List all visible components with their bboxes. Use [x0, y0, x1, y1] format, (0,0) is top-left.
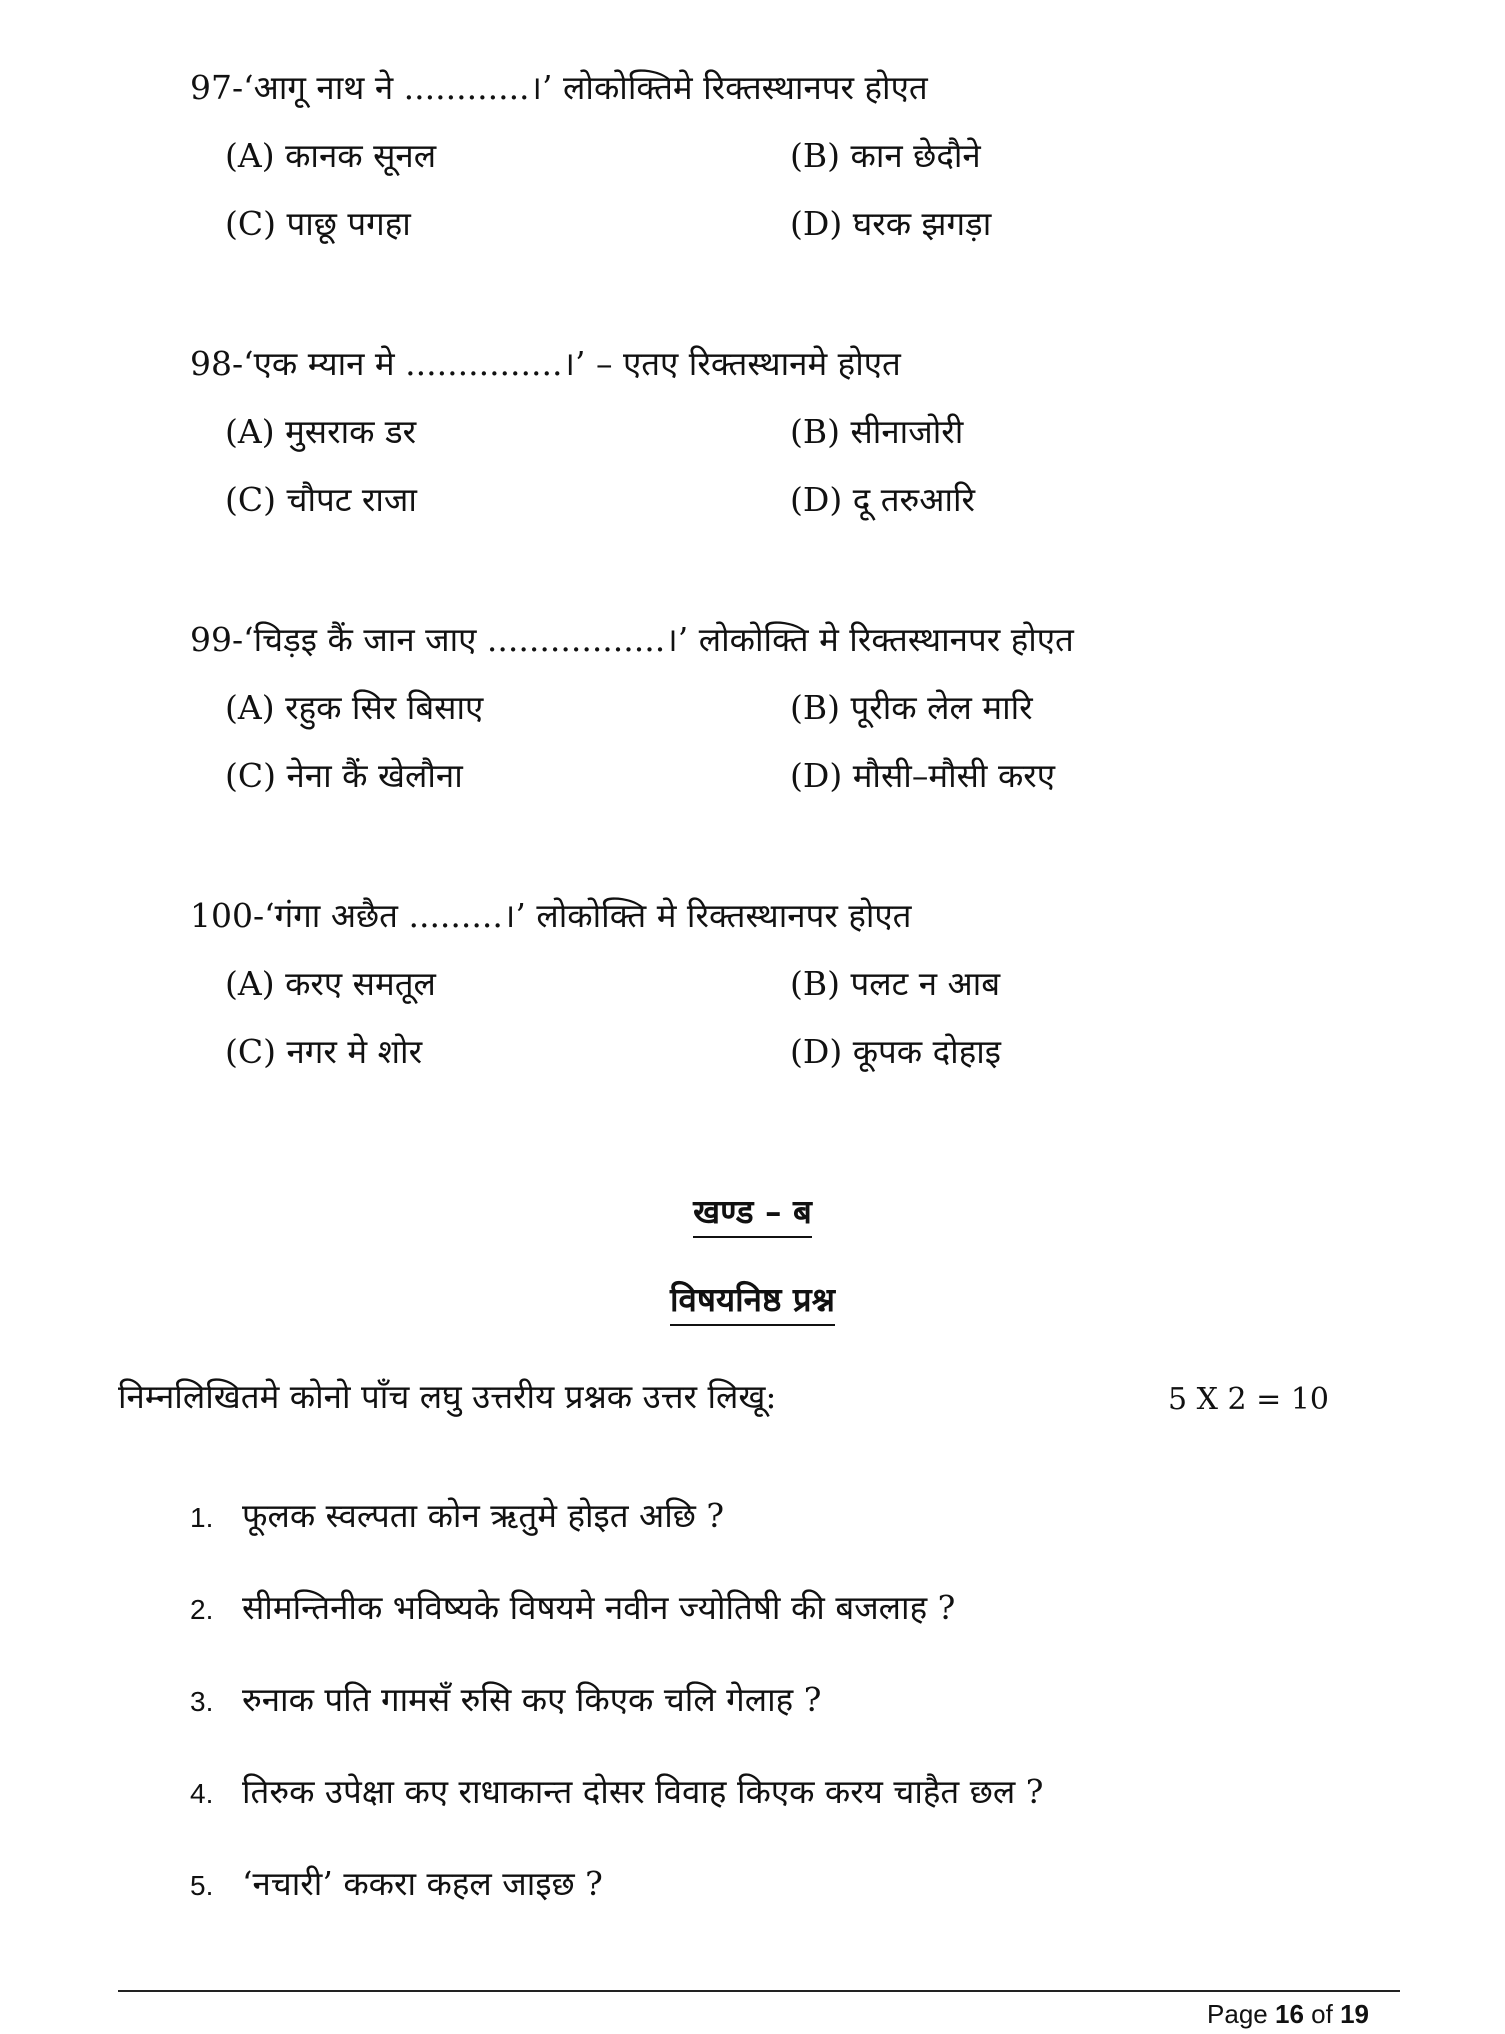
option-a: (A) मुसराक डर — [225, 412, 417, 451]
question-number: 1. — [190, 1502, 214, 1533]
question-text: ‘नचारी’ ककरा कहल जाइछ ? — [242, 1864, 603, 1903]
section-heading-text: खण्ड – ब — [693, 1190, 812, 1238]
option-c: (C) चौपट राजा — [225, 480, 417, 519]
option-d: (D) मौसी–मौसी करए — [790, 756, 1056, 795]
marks-scheme: 5 X 2 = 10 — [1168, 1382, 1329, 1417]
short-question-2 — [190, 1586, 955, 1632]
question-stem: 98-‘एक म्यान मे ...............।’ – एतए रिक्तस्थानमे होएत — [190, 344, 901, 383]
short-question-1 — [190, 1494, 724, 1540]
page-total: 19 — [1340, 1999, 1369, 2029]
page-number — [1207, 1998, 1369, 2030]
question-stem: 100-‘गंगा अछैत .........।’ लोकोक्ति मे रिक्तस्थानपर होएत — [190, 896, 912, 935]
footer-divider — [118, 1990, 1400, 1992]
page-current: 16 — [1275, 1999, 1304, 2029]
question-stem: 97-‘आगू नाथ ने ............।’ लोकोक्तिमे रिक्तस्थानपर होएत — [190, 68, 928, 107]
section-subheading — [0, 1278, 1505, 1326]
question-text: रुनाक पति गामसँ रुसि कए किएक चलि गेलाह ? — [242, 1680, 822, 1719]
question-number: 3. — [190, 1686, 214, 1717]
instruction-text: निम्नलिखितमे कोनो पाँच लघु उत्तरीय प्रश्नक उत्तर लिखू: — [118, 1377, 777, 1416]
page-label: Page — [1207, 1999, 1268, 2029]
short-question-5 — [190, 1862, 603, 1908]
option-d: (D) घरक झगड़ा — [790, 204, 992, 243]
question-number: 2. — [190, 1594, 214, 1625]
section-subheading-text: विषयनिष्ठ प्रश्न — [670, 1278, 835, 1326]
question-text: फूलक स्वल्पता कोन ऋतुमे होइत अछि ? — [242, 1496, 725, 1535]
question-stem: 99-‘चिड़इ कैं जान जाए .................।’ लोकोक्ति मे रिक्तस्थानपर होएत — [190, 620, 1074, 659]
option-c: (C) नेना कैं खेलौना — [225, 756, 463, 795]
option-b: (B) पूरीक लेल मारि — [790, 688, 1033, 727]
page-of: of — [1311, 1999, 1333, 2029]
option-b: (B) सीनाजोरी — [790, 412, 964, 451]
option-a: (A) रहुक सिर बिसाए — [225, 688, 484, 727]
option-b: (B) पलट न आब — [790, 964, 1001, 1003]
option-a: (A) करए समतूल — [225, 964, 436, 1003]
option-d: (D) दू तरुआरि — [790, 480, 976, 519]
short-question-3 — [190, 1678, 821, 1724]
section-heading — [0, 1190, 1505, 1238]
question-number: 5. — [190, 1870, 214, 1901]
option-d: (D) कूपक दोहाइ — [790, 1032, 1001, 1071]
option-c: (C) नगर मे शोर — [225, 1032, 423, 1071]
question-text: तिरुक उपेक्षा कए राधाकान्त दोसर विवाह किएक करय चाहैत छल ? — [242, 1772, 1044, 1811]
option-c: (C) पाछू पगहा — [225, 204, 411, 243]
option-b: (B) कान छेदौने — [790, 136, 981, 175]
question-text: सीमन्तिनीक भविष्यके विषयमे नवीन ज्योतिषी की बजलाह ? — [242, 1588, 956, 1627]
question-number: 4. — [190, 1778, 214, 1809]
option-a: (A) कानक सूनल — [225, 136, 437, 175]
short-question-4 — [190, 1770, 1043, 1816]
